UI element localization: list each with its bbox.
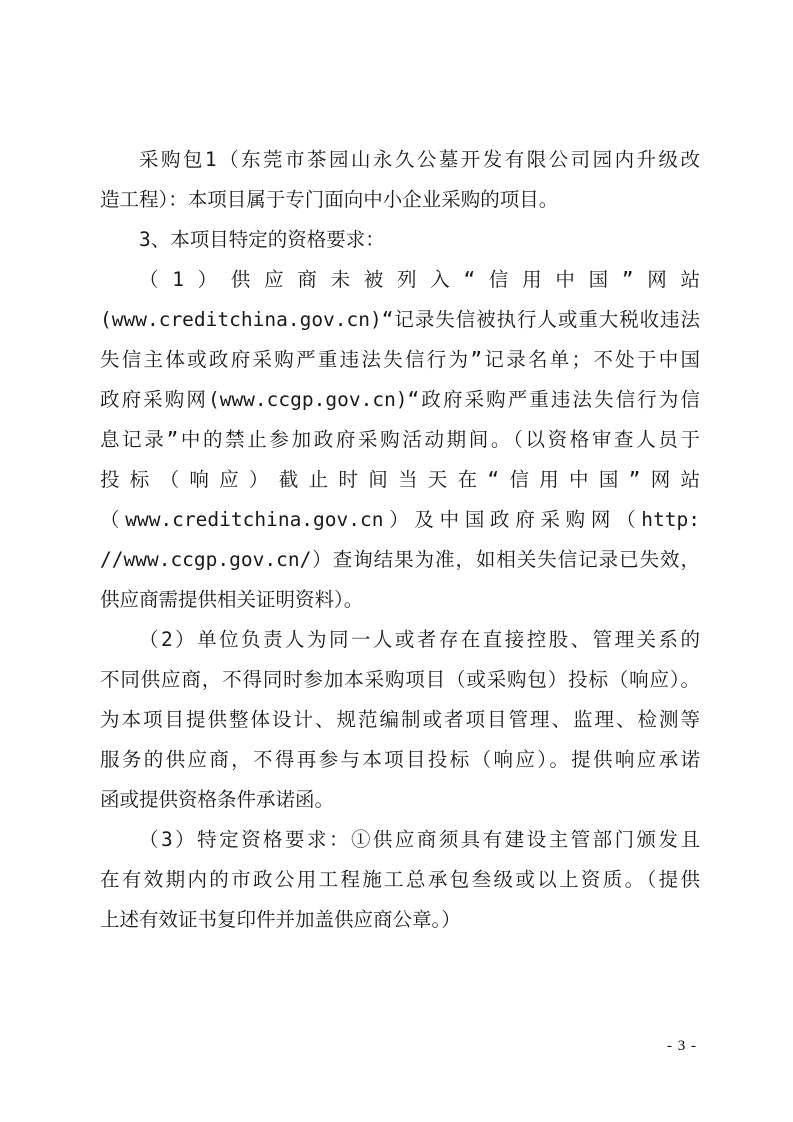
text-line: 函或提供资格条件承诺函。 [100,788,335,811]
text-line: 政府采购网(www.ccgp.gov.cn)“政府采购严重违法失信行为信 [100,388,700,411]
text-line: 不同供应商，不得同时参加本采购项目（或采购包）投标（响应）。 [100,668,700,691]
text-line: 失信主体或政府采购严重违法失信行为”记录名单；不处于中国 [100,348,700,371]
text-line: 采购包1（东莞市茶园山永久公墓开发有限公司园内升级改 [139,148,700,171]
text-line: （www.creditchina.gov.cn）及中国政府采购网（http: [100,508,700,531]
page-number: - 3 - [667,1038,697,1054]
text-line: 在有效期内的市政公用工程施工总承包叁级或以上资质。（提供 [100,868,700,891]
text-line: 造工程）：本项目属于专门面向中小企业采购的项目。 [100,188,559,211]
text-line: (www.creditchina.gov.cn)“记录失信被执行人或重大税收违法 [100,308,700,331]
body-text [100,140,700,940]
text-line: 为本项目提供整体设计、规范编制或者项目管理、监理、检测等 [100,708,700,731]
text-line: （3）特定资格要求：①供应商须具有建设主管部门颁发且 [139,828,700,851]
text-line: //www.ccgp.gov.cn/）查询结果为准，如相关失信记录已失效， [100,548,700,571]
text-line: 上述有效证书复印件并加盖供应商公章。） [100,908,461,931]
text-line: 息记录”中的禁止参加政府采购活动期间。（以资格审查人员于 [100,428,700,451]
text-line: （2）单位负责人为同一人或者存在直接控股、管理关系的 [139,628,700,651]
text-line: 投标（响应）截止时间当天在“信用中国”网站 [100,468,700,491]
text-line: 服务的供应商，不得再参与本项目投标（响应）。提供响应承诺 [100,748,700,771]
text-line: 3、本项目特定的资格要求： [139,228,385,251]
text-line: （1）供应商未被列入“信用中国”网站 [139,268,700,291]
text-line: 供应商需提供相关证明资料）。 [100,588,364,611]
